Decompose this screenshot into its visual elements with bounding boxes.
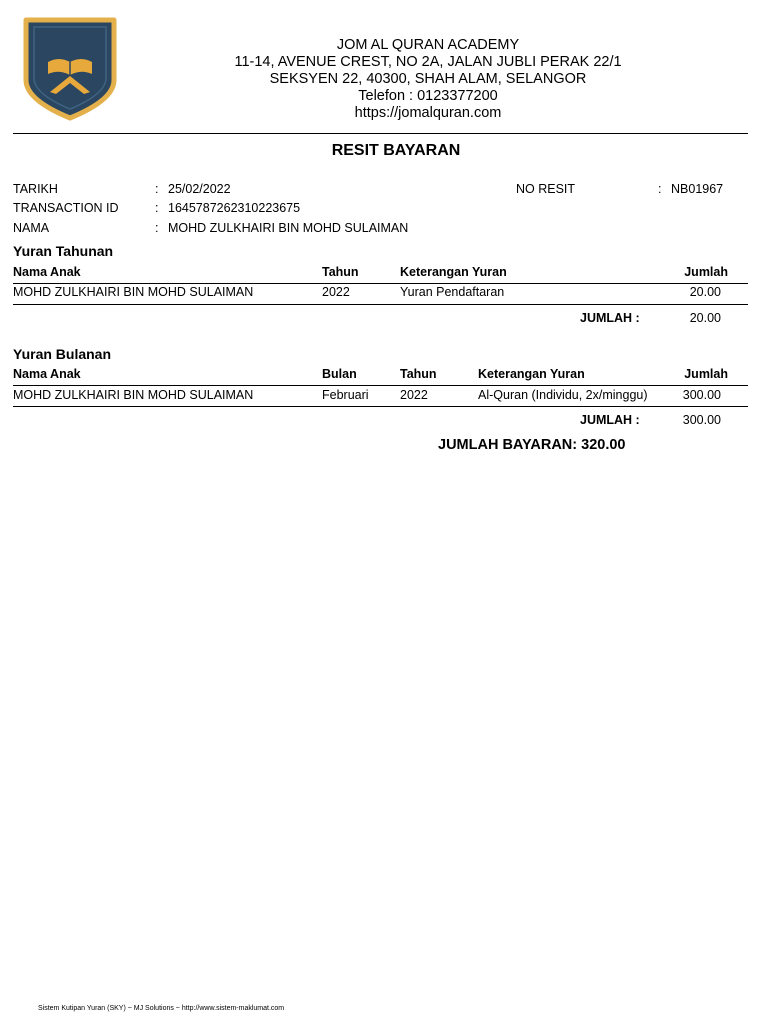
header-divider — [13, 133, 748, 134]
transaction-separator: : — [155, 201, 159, 215]
annual-total-value: 20.00 — [689, 311, 721, 325]
monthly-header-rule — [13, 385, 748, 386]
monthly-row-rule — [13, 406, 748, 407]
monthly-col-year: Tahun — [400, 367, 437, 381]
annual-row-year: 2022 — [322, 285, 350, 299]
grand-total — [438, 436, 626, 454]
receipt-no-value: NB01967 — [671, 182, 724, 196]
academy-name: JOM AL QURAN ACADEMY — [336, 37, 520, 53]
name-value: MOHD ZULKHAIRI BIN MOHD SULAIMAN — [168, 221, 409, 235]
annual-col-child: Nama Anak — [13, 265, 81, 279]
date-value: 25/02/2022 — [168, 182, 231, 196]
monthly-row-year: 2022 — [400, 388, 428, 402]
monthly-col-month: Bulan — [322, 367, 357, 381]
monthly-col-amount: Jumlah — [684, 367, 728, 381]
monthly-col-child: Nama Anak — [13, 367, 81, 381]
annual-row-amount: 20.00 — [689, 285, 721, 299]
name-label: NAMA — [13, 221, 50, 235]
monthly-total-value: 300.00 — [682, 413, 721, 427]
annual-col-amount: Jumlah — [684, 265, 728, 279]
date-separator: : — [155, 182, 159, 196]
receipt-no-label: NO RESIT — [516, 182, 576, 196]
receipt-title: RESIT BAYARAN — [331, 142, 461, 159]
annual-row-rule — [13, 304, 748, 305]
grand-total-value: 320.00 — [581, 437, 626, 453]
monthly-row-month: Februari — [322, 388, 369, 402]
annual-col-year: Tahun — [322, 265, 359, 279]
address-line-1: 11-14, AVENUE CREST, NO 2A, JALAN JUBLI PERAK 22/1 — [234, 54, 622, 70]
monthly-row-description: Al-Quran (Individu, 2x/minggu) — [478, 388, 648, 402]
grand-total-label: JUMLAH BAYARAN: — [438, 437, 578, 453]
monthly-row-child: MOHD ZULKHAIRI BIN MOHD SULAIMAN — [13, 388, 254, 402]
address-line-2: SEKSYEN 22, 40300, SHAH ALAM, SELANGOR — [269, 71, 587, 87]
transaction-value: 1645787262310223675 — [168, 201, 301, 215]
phone-number: Telefon : 0123377200 — [358, 88, 498, 104]
annual-fees-heading: Yuran Tahunan — [13, 243, 114, 259]
monthly-fees-heading: Yuran Bulanan — [13, 346, 112, 362]
monthly-col-description: Keterangan Yuran — [478, 367, 585, 381]
annual-header-rule — [13, 283, 748, 284]
annual-col-description: Keterangan Yuran — [400, 265, 507, 279]
monthly-total-label: JUMLAH : — [580, 413, 640, 427]
monthly-row-amount: 300.00 — [682, 388, 721, 402]
annual-row-description: Yuran Pendaftaran — [400, 285, 505, 299]
name-separator: : — [155, 221, 159, 235]
date-label: TARIKH — [13, 182, 58, 196]
footer-text: Sistem Kutipan Yuran (SKY) ~ MJ Solutions ~ http://www.sistem-maklumat.com — [38, 1005, 285, 1012]
annual-row-child: MOHD ZULKHAIRI BIN MOHD SULAIMAN — [13, 285, 254, 299]
receipt-no-separator: : — [658, 182, 662, 196]
annual-total-label: JUMLAH : — [580, 311, 640, 325]
transaction-label: TRANSACTION ID — [13, 201, 119, 215]
website-link[interactable]: https://jomalquran.com — [354, 105, 502, 121]
